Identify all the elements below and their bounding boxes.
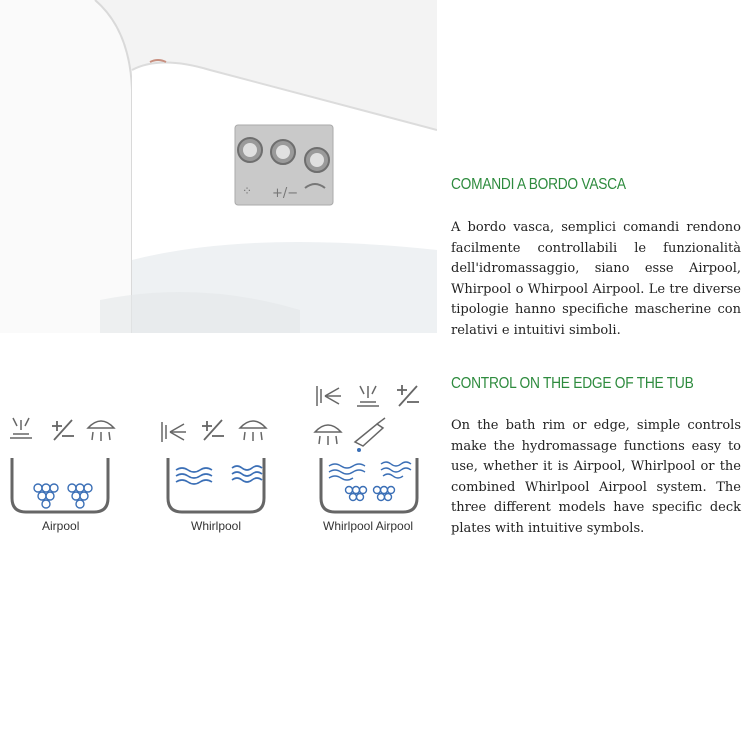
showerhead-icon <box>315 425 341 445</box>
tub-outline <box>12 458 108 512</box>
diagram-airpool <box>0 380 125 540</box>
plus-minus-icon <box>397 385 419 406</box>
heading-english: CONTROL ON THE EDGE OF THE TUB <box>451 375 694 392</box>
waves-and-bubbles-icon <box>329 462 411 501</box>
tub-outline <box>321 458 417 512</box>
plus-minus-icon <box>202 420 224 440</box>
tub-rim-illustration <box>0 0 437 333</box>
paragraph-english: On the bath rim or edge, simple controls make the hydromassage functions easy to use, whether it is Airpool, Whirlpool or the combined Whirlpool Airpool system. The three different models have specific deck plates with intuitive symbols. <box>451 418 741 536</box>
hand-shower-icon <box>355 418 385 452</box>
showerhead-icon <box>240 421 266 441</box>
water-jet-icon <box>162 422 186 442</box>
water-jet-icon <box>317 386 341 406</box>
paragraph-italian: A bordo vasca, semplici comandi rendono facilmente controllabili le funzionalità dell'idromassaggio, siano esse Airpool, Whirpool o Whirpool Airpool. Le tre diverse tipologie hanno specifiche mascherine con relativi e intuitivi simboli. <box>451 220 741 338</box>
caption-whirlpool: Whirlpool <box>191 519 242 533</box>
diagram-whirlpool-airpool <box>305 380 430 540</box>
showerhead-icon <box>88 421 114 441</box>
control-plate <box>235 125 333 205</box>
svg-text:⁘: ⁘ <box>242 184 253 198</box>
caption-airpool: Airpool <box>42 519 80 533</box>
bubbles-icon <box>34 484 92 508</box>
air-jet-icon <box>357 386 379 406</box>
waves-icon <box>176 466 262 484</box>
product-photo <box>0 0 437 333</box>
air-jet-icon <box>10 418 32 438</box>
heading-italian: COMANDI A BORDO VASCA <box>451 176 626 193</box>
caption-whirlpool-airpool: Whirlpool Airpool <box>323 519 414 533</box>
plus-minus-icon <box>52 420 74 440</box>
svg-text:+/−: +/− <box>272 186 299 201</box>
tub-outline <box>168 458 264 512</box>
diagram-whirlpool <box>150 380 280 540</box>
